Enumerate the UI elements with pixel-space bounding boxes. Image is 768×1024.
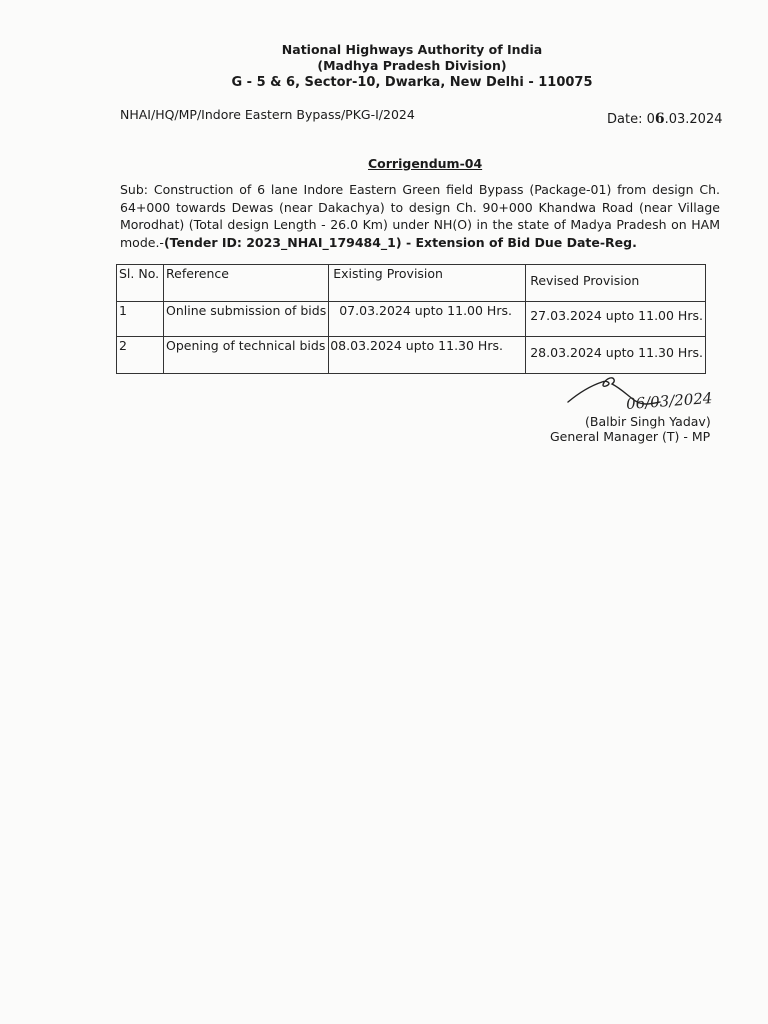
signatory-designation: General Manager (T) - MP xyxy=(550,429,711,444)
provision-table xyxy=(116,264,706,374)
table-cell: 08.03.2024 upto 11.30 Hrs. xyxy=(329,337,526,374)
document-title: Corrigendum-04 xyxy=(368,156,483,171)
table-header-cell: Revised Provision xyxy=(526,265,706,302)
table-cell: Online submission of bids xyxy=(164,302,329,337)
subject-paragraph xyxy=(120,181,720,251)
subject-bold: (Tender ID: 2023_NHAI_179484_1) - Extension of Bid Due Date-Reg. xyxy=(163,234,637,250)
table-header-cell: Existing Provision xyxy=(329,265,526,302)
table-header-cell: Reference xyxy=(164,265,329,302)
date-rest: .03.2024 xyxy=(664,112,723,127)
table-row xyxy=(117,302,706,337)
subject-text: Sub: Construction of 6 lane Indore Eastern Green field Bypass (Package-01) from design Ch. 64+000 towards Dewas (near Dakachya) to design Ch. 90+000 Khandwa Road (near Village Morodhat) (Total design Length - 26.0 Km) under NH(O) in the state of Madya Pradesh on HAM mode.- xyxy=(120,182,720,250)
header-division: (Madhya Pradesh Division) xyxy=(317,58,507,73)
date-handwritten-digit: 6 xyxy=(654,111,665,127)
reference-number: NHAI/HQ/MP/Indore Eastern Bypass/PKG-I/2024 xyxy=(120,107,415,122)
signatory-name: (Balbir Singh Yadav) xyxy=(585,414,711,429)
header-address: G - 5 & 6, Sector-10, Dwarka, New Delhi - 110075 xyxy=(231,75,593,90)
signature-handwritten-date: 06/03/2024 xyxy=(625,389,713,413)
document-date xyxy=(607,111,723,127)
table-header-row xyxy=(117,265,706,302)
table-cell: 28.03.2024 upto 11.30 Hrs. xyxy=(526,337,706,374)
table-header-cell: Sl. No. xyxy=(117,265,164,302)
date-label: Date: 0 xyxy=(607,112,655,127)
table-cell: 2 xyxy=(117,337,164,374)
table-cell: 27.03.2024 upto 11.00 Hrs. xyxy=(526,302,706,337)
table-row xyxy=(117,337,706,374)
header-org: National Highways Authority of India xyxy=(281,42,543,57)
table-cell: 1 xyxy=(117,302,164,337)
table-cell: 07.03.2024 upto 11.00 Hrs. xyxy=(329,302,526,337)
table-cell: Opening of technical bids xyxy=(164,337,329,374)
signature xyxy=(560,372,740,420)
